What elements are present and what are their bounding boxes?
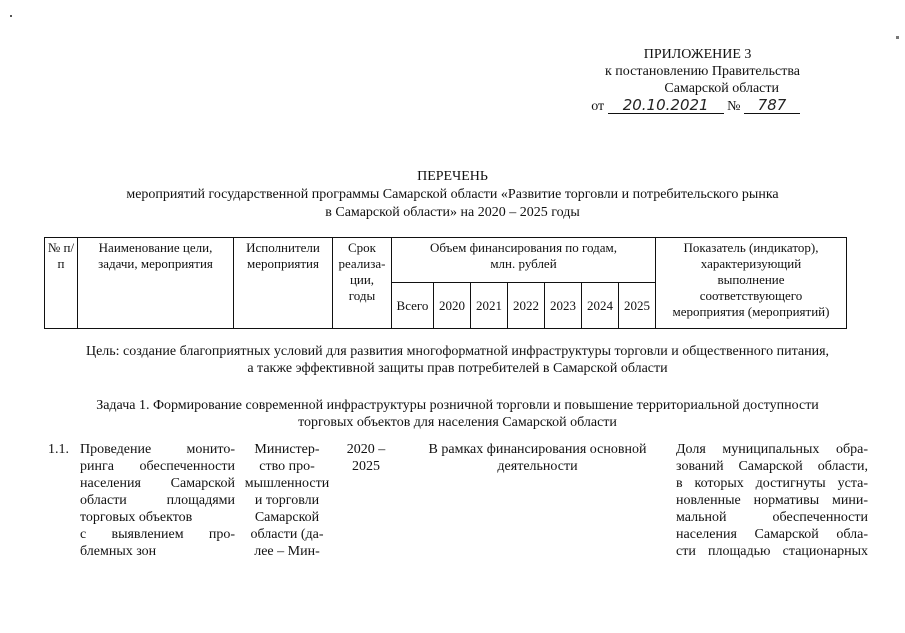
measure-name-line: Проведение монито- [80,442,235,457]
scan-speck [896,36,899,39]
header-year: 2022 [508,283,545,329]
indicator-line: Доля муниципальных обра- [676,442,868,457]
header-term-line: Срок [348,240,376,255]
row-term [338,441,394,475]
header-total: Всего [392,283,434,329]
row-number: 1.1. [48,442,69,457]
header-term [333,238,392,329]
header-funding-line: млн. рублей [490,256,557,271]
appendix-date-line [591,97,800,115]
header-executors: Исполнители мероприятия [234,238,333,329]
header-indicator-line: мероприятия (мероприятий) [672,304,830,319]
executor-line: Министер- [254,442,320,457]
header-year: 2020 [434,283,471,329]
indicator-line: новленные нормативы мини- [676,493,868,508]
indicator-line: сти площадью стационарных [676,544,868,559]
header-funding-line: Объем финансирования по годам, [429,240,618,255]
header-year: 2021 [471,283,508,329]
resolution-number: 787 [744,97,800,114]
title-line-3: в Самарской области» на 2020 – 2025 годы [325,205,580,220]
header-indicator-line: Показатель (индикатор), [683,240,819,255]
row-indicator [676,441,868,560]
task-line: торговых объектов для населения Самарской области [298,415,617,430]
executor-line: ство про- [259,459,315,474]
goal-text [40,343,875,377]
executor-line: лее – Мин- [254,544,320,559]
header-year: 2024 [582,283,619,329]
measure-name-line: торговых объектов [80,510,193,525]
appendix-title: ПРИЛОЖЕНИЕ 3 [643,47,752,62]
header-indicator-line: соответствующего [699,288,803,303]
indicator-line: населения Самарской обла- [676,527,868,542]
task-text [40,397,875,431]
header-term-line: годы [348,288,376,303]
header-indicator-line: характеризующий [700,256,802,271]
funding-line: В рамках финансирования основной [428,442,647,457]
scan-speck [10,15,12,17]
row-executors [240,441,334,560]
goal-line: Цель: создание благоприятных условий для развития многоформатной инфраструктуры торговли и общественного питания, [85,344,830,359]
header-term-line: ции, [349,272,375,287]
row-measure-name [80,441,235,560]
header-indicator-line: выполнение [717,272,785,287]
resolution-date: 20.10.2021 [608,97,724,114]
row-funding [400,441,675,475]
number-label: № [727,99,741,114]
goal-line: а также эффективной защиты прав потребителей в Самарской области [247,361,668,376]
term-line: 2025 [352,459,380,474]
title-heading: ПЕРЕЧЕНЬ [417,169,488,184]
executor-line: области (да- [250,527,324,542]
appendix-region: Самарской области [664,81,779,96]
measure-name-line: области площадями [80,493,235,508]
header-name: Наименование цели, задачи, мероприятия [78,238,234,329]
from-label: от [591,99,605,114]
funding-line: деятельности [497,459,578,474]
header-num: № п/п [45,238,78,329]
measures-table-header [44,237,847,329]
header-funding [392,238,656,283]
appendix-block [591,46,800,115]
appendix-resolution: к постановлению Правительства [604,64,800,79]
measure-name-line: населения Самарской [80,476,235,491]
measure-name-line: с выявлением про- [80,527,235,542]
indicator-line: в которых достигнуты уста- [676,476,868,491]
task-line: Задача 1. Формирование современной инфраструктуры розничной торговли и повышение территориальной доступности [96,398,819,413]
term-line: 2020 – [346,442,386,457]
document-title [0,168,905,222]
executor-line: и торговли [254,493,320,508]
indicator-line: зований Самарской области, [676,459,868,474]
header-year: 2023 [545,283,582,329]
header-term-line: реализа- [338,256,386,271]
header-year: 2025 [619,283,656,329]
measure-name-line: блемных зон [80,544,157,559]
title-line-2: мероприятий государственной программы Самарской области «Развитие торговли и потребительского рынка [126,187,779,202]
measure-name-line: ринга обеспеченности [80,459,235,474]
header-indicator [656,238,847,329]
executor-line: мышленности [244,476,330,491]
indicator-line: мальной обеспеченности [676,510,868,525]
executor-line: Самарской [254,510,320,525]
